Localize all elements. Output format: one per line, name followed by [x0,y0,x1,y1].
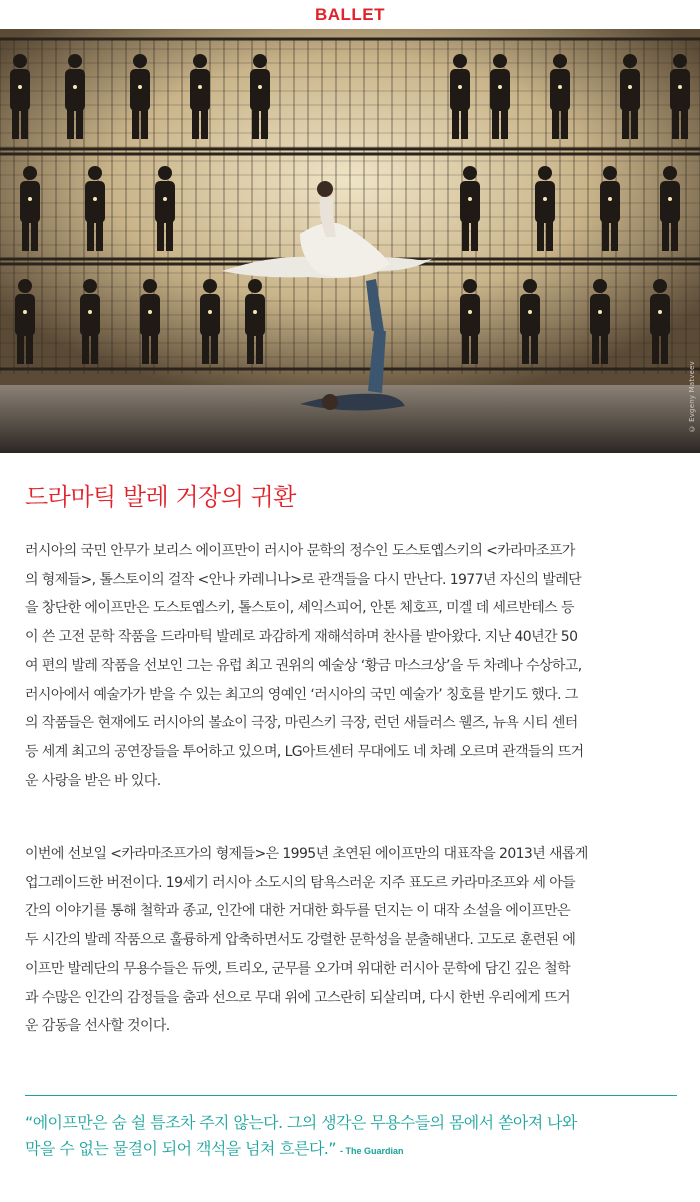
paragraph-line: 여 편의 발레 작품을 선보인 그는 유럽 최고 권위의 예술상 ‘황금 마스크상’을 두 차례나 수상하고, [25,657,582,674]
paragraph-line: 두 시간의 발레 작품으로 훌륭하게 압축하면서도 강렬한 문학성을 분출해낸다. 고도로 훈련된 에 [25,932,576,949]
article-paragraph-2 [25,840,681,1041]
paragraph-line: 업그레이드한 버전이다. 19세기 러시아 소도시의 탐욕스러운 지주 표도르 카라마조프와 세 아들 [25,874,576,891]
photo-credit: © Evgeny Matveev [688,361,696,433]
pull-quote [25,1110,695,1164]
paragraph-line: 간의 이야기를 통해 철학과 종교, 인간에 대한 거대한 화두를 던지는 이 대작 소설을 에이프만은 [25,903,571,920]
paragraph-line: 러시아의 국민 안무가 보리스 에이프만이 러시아 문학의 정수인 도스토옙스키의 <카라마조프가 [25,543,575,559]
quote-divider [25,1095,677,1096]
paragraph-line: 운 감동을 선사할 것이다. [25,1018,170,1035]
paragraph-line: 러시아에서 예술가가 받을 수 있는 최고의 영예인 ‘러시아의 국민 예술가’ 칭호를 받기도 했다. 그 [25,686,578,703]
paragraph-line: 이 쓴 고전 문학 작품을 드라마틱 발레로 과감하게 재해석하며 찬사를 받아왔다. 지난 40년간 50 [25,629,578,646]
quote-source: - The Guardian [340,1146,404,1156]
section-category-label: BALLET [314,5,386,24]
article-paragraph-1 [25,537,681,795]
quote-line-2-text: 막을 수 없는 물결이 되어 객석을 넘쳐 흐른다.” [25,1139,336,1158]
quote-line-1: “에이프만은 숨 쉴 틈조차 주지 않는다. 그의 생각은 무용수들의 몸에서 쏟아져 나와 [25,1113,577,1132]
paragraph-line: 이프만 발레단의 무용수들은 듀엣, 트리오, 군무를 오가며 위대한 러시아 문학에 담긴 깊은 철학 [25,960,571,977]
hero-photo [0,29,700,453]
paragraph-line: 과 수많은 인간의 감정들을 춤과 선으로 무대 위에 고스란히 되살리며, 다시 한번 우리에게 뜨거 [25,989,571,1006]
paragraph-line: 이번에 선보일 <카라마조프가의 형제들>은 1995년 초연된 에이프만의 대표작을 2013년 새롭게 [25,846,588,862]
paragraph-line: 의 작품들은 현재에도 러시아의 볼쇼이 극장, 마린스키 극장, 런던 새들러스 웰즈, 뉴욕 시티 센터 [25,715,578,732]
quote-line-2 [25,1136,695,1164]
paragraph-line: 의 형제들>, 톨스토이의 걸작 <안나 카레니나>로 관객들을 다시 만난다. 1977년 자신의 발레단 [25,571,582,588]
paragraph-line: 등 세계 최고의 공연장들을 투어하고 있으며, LG아트센터 무대에도 네 차례 오르며 관객들의 뜨거 [25,743,584,760]
article-title: 드라마틱 발레 거장의 귀환 [25,483,296,511]
paragraph-line: 을 창단한 에이프만은 도스토옙스키, 톨스토이, 셰익스피어, 안톤 체호프, 미겔 데 세르반테스 등 [25,600,574,617]
paragraph-line: 운 사랑을 받은 바 있다. [25,772,161,789]
